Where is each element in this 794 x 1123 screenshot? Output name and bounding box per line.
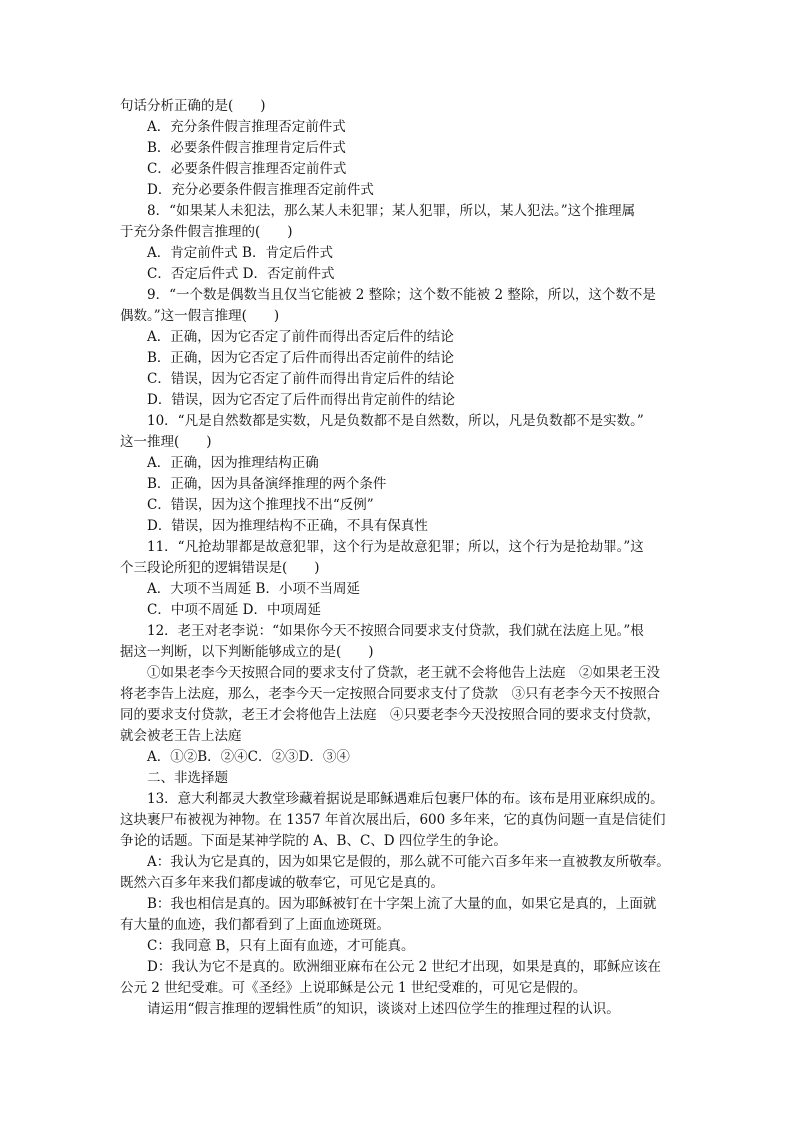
text-line: C．错误，因为它否定了前件而得出肯定后件的结论 xyxy=(147,371,455,387)
text-line: B．正确，因为它否定了后件而得出否定前件的结论 xyxy=(147,350,454,366)
text-line: C．中项不周延 D．中项周延 xyxy=(147,602,321,618)
text-line: B．必要条件假言推理肯定后件式 xyxy=(147,140,346,156)
text-line: 10．“凡是自然数都是实数，凡是负数都不是自然数，所以，凡是负数都不是实数。” xyxy=(147,413,644,429)
text-line: 公元 2 世纪受难。可《圣经》上说耶稣是公元 1 世纪受难的，可见它是假的。 xyxy=(120,980,587,996)
text-line: C：我同意 B，只有上面有血迹，才可能真。 xyxy=(147,938,415,954)
text-line: 9．“一个数是偶数当且仅当它能被 2 整除；这个数不能被 2 整除，所以，这个数不是 xyxy=(147,287,656,303)
text-line: 争论的话题。下面是某神学院的 A、B、C、D 四位学生的争论。 xyxy=(120,833,507,849)
text-line: 8．“如果某人未犯法，那么某人未犯罪；某人犯罪，所以，某人犯法。”这个推理属 xyxy=(147,203,636,219)
text-line: 12．老王对老李说：“如果你今天不按照合同要求支付贷款，我们就在法庭上见。”根 xyxy=(147,623,644,639)
text-line: D．充分必要条件假言推理否定前件式 xyxy=(147,182,374,198)
text-line: 句话分析正确的是( ) xyxy=(120,98,266,114)
document-body xyxy=(120,96,680,1020)
text-line: 既然六百多年来我们都虔诚的敬奉它，可见它是真的。 xyxy=(120,875,444,891)
text-line: C．否定后件式 D．否定前件式 xyxy=(147,266,335,282)
text-line: A．充分条件假言推理否定前件式 xyxy=(147,119,346,135)
text-line: A．肯定前件式 B．肯定后件式 xyxy=(147,245,333,261)
text-line: 个三段论所犯的逻辑错误是( ) xyxy=(120,560,320,576)
text-line: 有大量的血迹，我们都看到了上面血迹斑斑。 xyxy=(120,917,390,933)
text-line: 偶数。”这一假言推理( ) xyxy=(120,308,280,324)
text-line: C．必要条件假言推理否定前件式 xyxy=(147,161,347,177)
text-line: 二、非选择题 xyxy=(147,770,228,786)
text-line: 据这一判断，以下判断能够成立的是( ) xyxy=(120,644,374,660)
text-line: 这块裹尸布被视为神物。在 1357 年首次展出后，600 多年来，它的真伪问题一直是信徒们 xyxy=(120,812,666,828)
text-line: ①如果老李今天按照合同的要求支付了贷款，老王就不会将他告上法庭 ②如果老王没 xyxy=(147,665,660,681)
text-line: A：我认为它是真的，因为如果它是假的，那么就不可能六百多年来一直被教友所敬奉。 xyxy=(147,854,670,870)
text-line: A．正确，因为它否定了前件而得出否定后件的结论 xyxy=(147,329,454,345)
text-line: A．大项不当周延 B．小项不当周延 xyxy=(147,581,360,597)
text-line: D：我认为它不是真的。欧洲细亚麻布在公元 2 世纪才出现，如果是真的，耶稣应该在 xyxy=(147,959,661,975)
text-line: 13．意大利都灵大教堂珍藏着据说是耶稣遇难后包裹尸体的布。该布是用亚麻织成的。 xyxy=(147,791,664,807)
text-line: 就会被老王告上法庭 xyxy=(120,728,242,744)
text-line: D．错误，因为推理结构不正确，不具有保真性 xyxy=(147,518,428,534)
text-line: B．正确，因为具备演绎推理的两个条件 xyxy=(147,476,387,492)
text-line: A．①②B．②④C．②③D．③④ xyxy=(147,749,350,765)
text-line: 请运用“假言推理的逻辑性质”的知识，谈谈对上述四位学生的推理过程的认识。 xyxy=(147,1001,620,1017)
text-line: B：我也相信是真的。因为耶稣被钉在十字架上流了大量的血，如果它是真的，上面就 xyxy=(147,896,657,912)
text-line: D．错误，因为它否定了后件而得出肯定前件的结论 xyxy=(147,392,455,408)
text-line: 同的要求支付贷款，老王才会将他告上法庭 ④只要老李今天没按照合同的要求支付贷款， xyxy=(120,707,660,723)
text-line: C．错误，因为这个推理找不出“反例” xyxy=(147,497,374,513)
text-line: 这一推理( ) xyxy=(120,434,212,450)
text-line: 将老李告上法庭，那么，老李今天一定按照合同要求支付了贷款 ③只有老李今天不按照合 xyxy=(120,686,660,702)
text-line: A．正确，因为推理结构正确 xyxy=(147,455,319,471)
text-line: 于充分条件假言推理的( ) xyxy=(120,224,293,240)
text-line: 11．“凡抢劫罪都是故意犯罪，这个行为是故意犯罪；所以，这个行为是抢劫罪。”这 xyxy=(147,539,644,555)
